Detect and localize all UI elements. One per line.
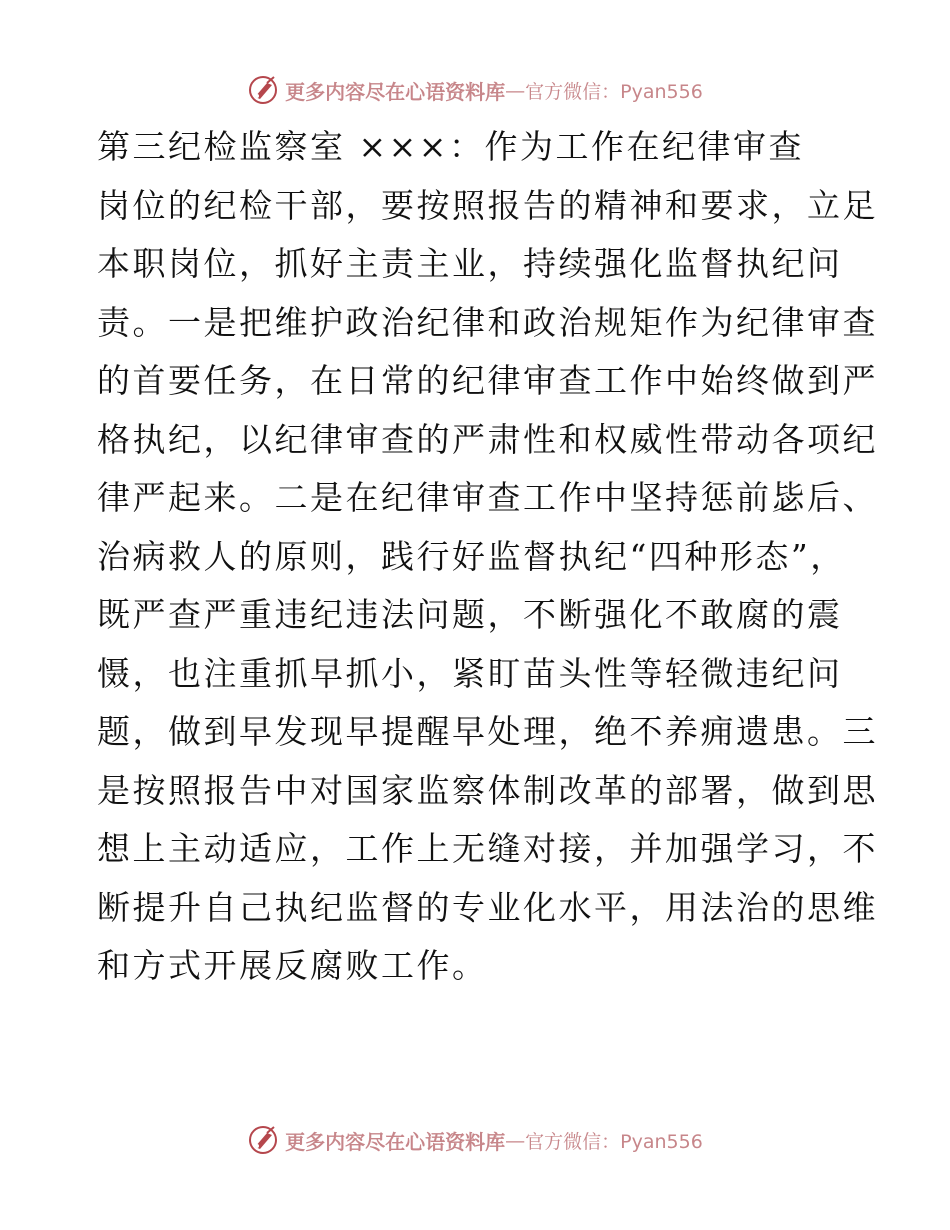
footer-watermark: [0, 1120, 950, 1160]
watermark-brand: 更多内容尽在心语资料库: [285, 1129, 506, 1154]
text-line: 想上主动适应，工作上无缝对接，并加强学习，不: [97, 829, 878, 868]
watermark-contact: 官方微信：Pyan556: [525, 80, 703, 103]
body-paragraph: [97, 118, 878, 996]
watermark-separator: —: [505, 1128, 526, 1152]
text-line: 责。一是把维护政治纪律和政治规矩作为纪律审查: [97, 302, 878, 342]
text-line: 题，做到早发现早提醒早处理，绝不养痈遗患。三: [97, 712, 878, 751]
watermark-contact: 官方微信：Pyan556: [525, 1130, 703, 1153]
text-line: 治病救人的原则，践行好监督执纪“四种形态”，: [97, 536, 846, 576]
text-line: 和方式开展反腐败工作。: [97, 946, 488, 985]
watermark-separator: —: [505, 78, 526, 102]
pen-logo-icon: [247, 1123, 281, 1157]
text-line: 岗位的纪检干部，要按照报告的精神和要求，立足: [97, 185, 878, 225]
text-line: 断提升自己执纪监督的专业化水平，用法治的思维: [97, 887, 878, 927]
text-line: 慑，也注重抓早抓小，紧盯苗头性等轻微违纪问: [97, 653, 843, 693]
text-line: 是按照报告中对国家监察体制改革的部署，做到思: [97, 770, 878, 810]
text-line: 第三纪检监察室 ×××：作为工作在纪律审查: [97, 127, 804, 166]
text-line: 本职岗位，抓好主责主业，持续强化监督执纪问: [97, 244, 843, 283]
text-line: 既严查严重违纪违法问题，不断强化不敢腐的震: [97, 595, 843, 634]
pen-logo-icon: [247, 73, 281, 107]
watermark-brand: 更多内容尽在心语资料库: [285, 79, 506, 104]
text-line: 律严起来。二是在纪律审查工作中坚持惩前毖后、: [97, 478, 878, 517]
text-line: 的首要任务，在日常的纪律审查工作中始终做到严: [97, 361, 878, 400]
header-watermark: [0, 70, 950, 110]
text-line: 格执纪，以纪律审查的严肃性和权威性带动各项纪: [97, 419, 878, 459]
